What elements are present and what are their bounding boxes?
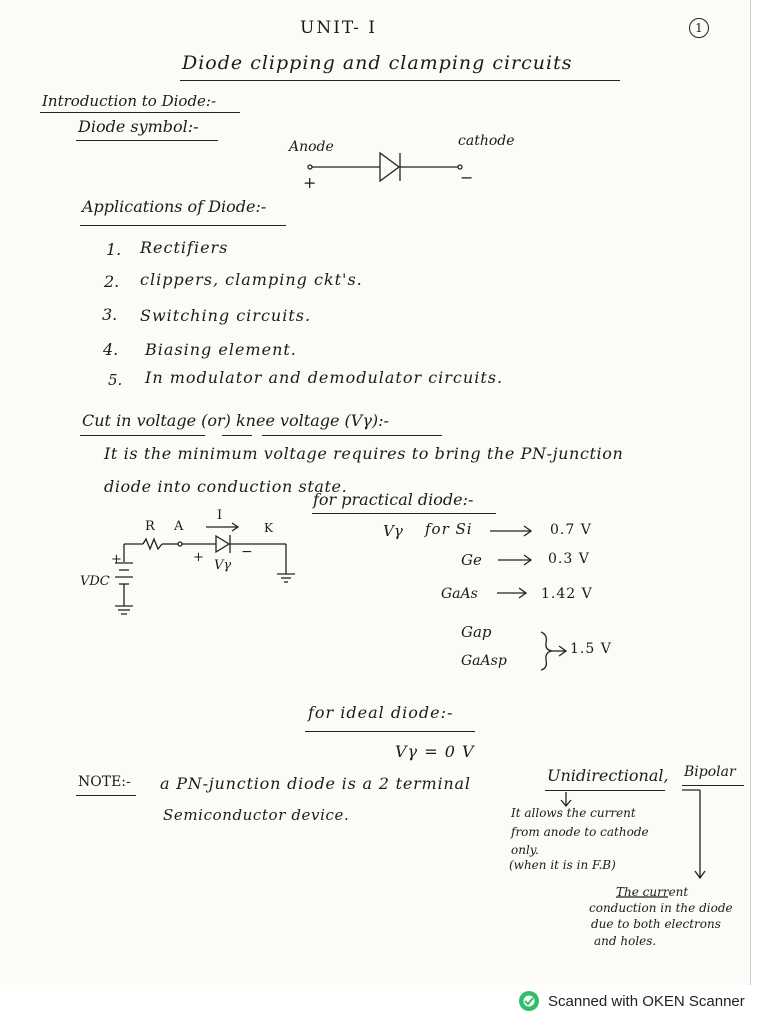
cathode-minus: − [460, 168, 474, 187]
app-num-2: 2. [104, 272, 120, 291]
circuit-vdc-label: VDC [80, 574, 110, 589]
intro-heading: Introduction to Diode:- [42, 92, 217, 110]
note-line-1: a PN-junction diode is a 2 terminal [160, 774, 471, 793]
circuit-plus: + [193, 550, 204, 565]
bi-note-3: due to both electrons [591, 917, 721, 931]
page-title: Diode clipping and clamping circuits [182, 52, 573, 74]
app-item-1: Rectifiers [140, 238, 229, 257]
practical-gap: Gap [461, 623, 492, 641]
note-bipolar: Bipolar [684, 764, 736, 780]
bi-note-2: conduction in the diode [589, 901, 733, 915]
bi-note-1: The current [616, 885, 689, 899]
uni-note-3: only. [511, 843, 539, 857]
scanner-footer-text: Scanned with OKEN Scanner [548, 992, 745, 1010]
practical-ge: Ge [461, 551, 482, 569]
practical-vgamma: Vγ [383, 522, 403, 540]
practical-gaas: GaAs [441, 586, 478, 602]
circuit-a-label: A [174, 519, 184, 534]
uni-note-1: It allows the current [511, 806, 636, 820]
oken-logo-icon [518, 990, 540, 1012]
app-item-3: Switching circuits. [140, 306, 312, 325]
bi-note-4: and holes. [594, 934, 657, 948]
diode-symbol [308, 153, 462, 181]
symbol-heading: Diode symbol:- [78, 117, 199, 136]
cutin-line-1: It is the minimum voltage requires to bring the PN-junction [104, 444, 624, 463]
app-item-2: clippers, clamping ckt's. [140, 270, 363, 289]
circuit-k-label: K [264, 521, 273, 535]
practical-heading: for practical diode:- [313, 490, 474, 509]
practical-arrows [490, 526, 566, 670]
uni-note-4: (when it is in F.B) [509, 858, 616, 872]
note-arrows [561, 790, 705, 878]
practical-gaas-value: 1.42 V [541, 586, 593, 602]
circuit-current-label: I [217, 508, 223, 523]
uni-note-2: from anode to cathode [511, 825, 649, 839]
cutin-heading: Cut in voltage (or) knee voltage (Vγ):- [82, 411, 389, 430]
anode-plus: + [303, 173, 317, 192]
ideal-equation: Vγ = 0 V [395, 742, 475, 761]
practical-si: for Si [425, 520, 473, 538]
app-num-3: 3. [102, 305, 118, 324]
note-label: NOTE:- [78, 774, 131, 790]
practical-group-value: 1.5 V [570, 641, 612, 657]
scanner-footer [518, 990, 745, 1012]
anode-label: Anode [289, 139, 334, 155]
circuit-minus: − [241, 544, 253, 560]
note-unidirectional: Unidirectional, [547, 766, 669, 785]
practical-si-value: 0.7 V [550, 522, 592, 538]
app-num-5: 5. [108, 371, 123, 389]
cutin-circuit [115, 523, 295, 614]
ideal-heading: for ideal diode:- [308, 703, 454, 722]
circuit-r-label: R [145, 519, 155, 534]
applications-heading: Applications of Diode:- [82, 197, 267, 216]
app-item-4: Biasing element. [145, 340, 297, 359]
circuit-source-plus: + [111, 552, 122, 567]
practical-ge-value: 0.3 V [548, 551, 590, 567]
unit-heading: UNIT- I [300, 18, 377, 38]
page-number: 1 [689, 18, 709, 38]
cathode-label: cathode [458, 133, 515, 149]
cutin-line-2: diode into conduction state. [104, 477, 348, 496]
app-num-1: 1. [106, 240, 122, 259]
note-line-2: Semiconductor device. [163, 806, 350, 824]
app-num-4: 4. [103, 340, 119, 359]
app-item-5: In modulator and demodulator circuits. [145, 368, 504, 387]
practical-gaasp: GaAsp [461, 653, 507, 669]
circuit-vgamma-label: Vγ [214, 558, 232, 573]
